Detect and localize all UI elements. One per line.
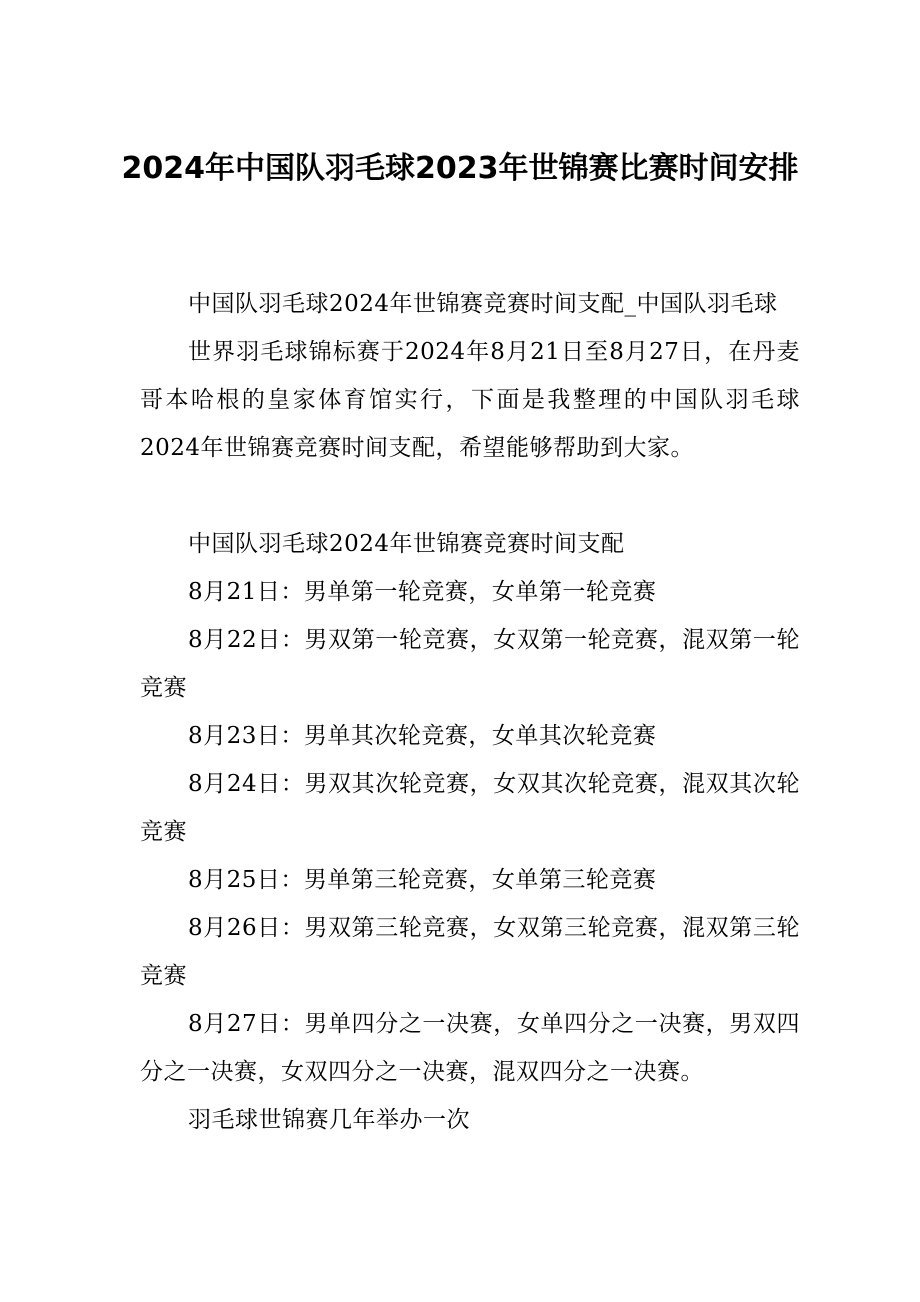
schedule-item: 8月21日：男单第一轮竞赛，女单第一轮竞赛 [188,579,657,605]
document-title: 2024年中国队羽毛球2023年世锦赛比赛时间安排 [121,151,799,186]
schedule-item: 8月23日：男单其次轮竞赛，女单其次轮竞赛 [188,723,657,749]
paragraph-subtitle: 中国队羽毛球2024年世锦赛竞赛时间支配_中国队羽毛球 [188,291,778,317]
schedule-item: 8月26日：男双第三轮竞赛，女双第三轮竞赛，混双第三轮竞赛 [140,915,800,989]
schedule-item: 8月22日：男双第一轮竞赛，女双第一轮竞赛，混双第一轮竞赛 [140,627,800,701]
schedule-item: 8月24日：男双其次轮竞赛，女双其次轮竞赛，混双其次轮竞赛 [140,771,800,845]
paragraph-schedule-heading: 中国队羽毛球2024年世锦赛竞赛时间支配 [188,531,625,557]
schedule-item: 8月25日：男单第三轮竞赛，女单第三轮竞赛 [188,867,657,893]
schedule-item: 8月27日：男单四分之一决赛，女单四分之一决赛，男双四分之一决赛，女双四分之一决赛，混双四分之一决赛。 [140,1011,800,1085]
document-body [140,280,800,1144]
paragraph-section-heading: 羽毛球世锦赛几年举办一次 [188,1107,470,1133]
paragraph-intro: 世界羽毛球锦标赛于2024年8月21日至8月27日，在丹麦哥本哈根的皇家体育馆实行，下面是我整理的中国队羽毛球2024年世锦赛竞赛时间支配，希望能够帮助到大家。 [140,339,800,461]
